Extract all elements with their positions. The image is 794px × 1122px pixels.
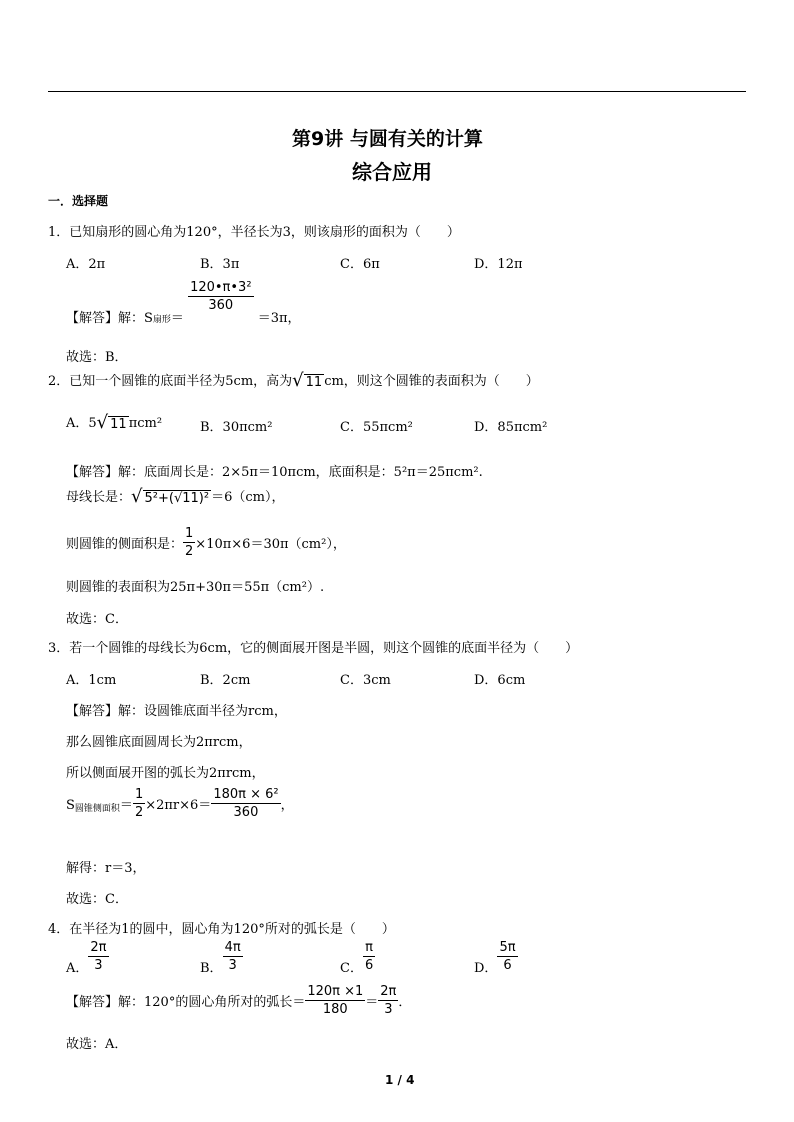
q4-stem: 4．在半径为1的圆中，圆心角为120°所对的弧长是（ ） <box>48 922 395 937</box>
q4-option-d-fraction <box>497 940 517 973</box>
q3-fraction1-denominator: 2 <box>134 805 144 820</box>
q3-option-d: D．6cm <box>474 673 526 688</box>
fraction-bar <box>305 1000 365 1001</box>
fraction-bar <box>88 956 108 957</box>
q1-stem: 1．已知扇形的圆心角为120°，半径长为3，则该扇形的面积为（ ） <box>48 225 460 240</box>
q2-solution-line3-result: ×10π×6＝30π（cm²）， <box>195 537 346 552</box>
fraction-bar <box>363 956 375 957</box>
q4-option-c-fraction <box>363 940 375 973</box>
q2-fraction <box>183 526 195 559</box>
q2-fraction-numerator: 1 <box>185 526 194 541</box>
q4-answer: 故选：A． <box>66 1037 128 1052</box>
q3-fraction-half <box>133 787 145 820</box>
q3-answer: 故选：C． <box>66 892 128 907</box>
q4-option-d-numerator: 5π <box>499 940 516 955</box>
q3-option-c: C．3cm <box>340 673 391 688</box>
q4-option-a-label: A． <box>66 961 89 976</box>
q2-stem-part2: cm，则这个圆锥的表面积为（ ） <box>324 374 539 389</box>
sqrt-symbol: √ 11 <box>96 412 127 433</box>
q2-option-d: D．85πcm² <box>474 420 548 435</box>
q4-solution-fraction1-numerator: 120π ×1 <box>307 984 364 999</box>
q2-option-b: B．30πcm² <box>200 420 273 435</box>
q4-option-b-denominator: 3 <box>228 958 237 973</box>
q1-solution-prefix: 【解答】解：S <box>66 311 153 326</box>
q4-option-c-denominator: 6 <box>364 958 374 973</box>
q2-solution-line2-result: ＝6（cm）， <box>211 490 285 505</box>
q2-option-a-radicand: 11 <box>110 417 127 432</box>
q2-fraction-denominator: 2 <box>185 544 194 559</box>
q3-solution-line2: 那么圆锥底面圆周长为2πrcm， <box>66 735 252 750</box>
q2-solution-radicand: 5²+(√11)² <box>144 491 210 506</box>
q1-fraction <box>188 280 253 313</box>
header-rule <box>48 91 746 92</box>
lesson-subtitle: 综合应用 <box>352 160 432 184</box>
q4-solution-fraction1-denominator: 180 <box>322 1002 348 1017</box>
q1-answer: 故选：B． <box>66 350 128 365</box>
q3-solution-equals: ＝ <box>119 798 133 813</box>
q4-solution-fraction1 <box>305 984 365 1017</box>
q3-solution-suffix: ， <box>280 798 294 813</box>
q4-option-d <box>474 940 518 976</box>
fraction-bar <box>497 956 517 957</box>
q3-solution-subscript: 圆锥侧面积 <box>74 804 120 814</box>
fraction-bar <box>211 803 280 804</box>
q4-option-b-numerator: 4π <box>224 940 241 955</box>
q2-solution-line2-label: 母线长是： <box>66 490 132 505</box>
fraction-bar <box>378 1000 398 1001</box>
q4-solution-fraction2-denominator: 3 <box>384 1002 393 1017</box>
fraction-bar <box>183 542 195 543</box>
q2-solution-line2 <box>66 486 284 507</box>
q4-option-a-fraction <box>88 940 108 973</box>
q3-solution-symbol: S <box>66 798 75 813</box>
q4-solution-prefix: 【解答】解：120°的圆心角所对的弧长＝ <box>66 995 306 1010</box>
q2-answer: 故选：C． <box>66 612 128 627</box>
q2-option-a-coef: A．5 <box>66 416 97 431</box>
q2-option-c: C．55πcm² <box>340 420 413 435</box>
q4-option-d-label: D． <box>474 961 498 976</box>
q1-solution <box>66 280 301 326</box>
q2-stem-part1: 2．已知一个圆锥的底面半径为5cm，高为 <box>48 374 293 389</box>
fraction-bar <box>133 803 145 804</box>
q1-fraction-denominator: 360 <box>208 298 234 313</box>
q3-solution-line4 <box>66 787 294 820</box>
q4-option-c-numerator: π <box>365 940 373 955</box>
q3-solution-line5: 解得：r＝3， <box>66 861 146 876</box>
q3-solution-middle: ×2πr×6＝ <box>145 798 212 813</box>
q2-solution-line3-label: 则圆锥的侧面积是： <box>66 537 184 552</box>
sqrt-symbol: √ 11 <box>292 370 323 391</box>
q3-stem: 3．若一个圆锥的母线长为6cm，它的侧面展开图是半圆，则这个圆锥的底面半径为（ ） <box>48 641 579 656</box>
q4-option-b <box>200 940 243 976</box>
q2-solution-line4: 则圆锥的表面积为25π+30π＝55π（cm²）. <box>66 580 325 595</box>
q3-fraction-arc <box>211 787 280 820</box>
q4-option-b-fraction <box>223 940 243 973</box>
q1-option-a: A．2π <box>66 257 106 272</box>
q4-option-c <box>340 940 375 976</box>
fraction-bar <box>223 956 243 957</box>
fraction-bar <box>188 296 253 297</box>
q1-solution-suffix: ＝3π， <box>257 311 301 326</box>
q3-fraction2-numerator: 180π × 6² <box>213 787 279 802</box>
q1-fraction-numerator: 120•π•3² <box>190 280 252 295</box>
q1-solution-equals: ＝ <box>170 311 184 326</box>
q1-option-d: D．12π <box>474 257 523 272</box>
sqrt-symbol: √ 5²+(√11)² <box>131 486 210 507</box>
lesson-title: 第9讲 与圆有关的计算 <box>292 128 483 150</box>
q4-solution-fraction2 <box>378 984 398 1017</box>
q3-solution-line3: 所以侧面展开图的弧长为2πrcm， <box>66 766 265 781</box>
q2-option-a-unit: πcm² <box>128 416 163 431</box>
q4-option-a-numerator: 2π <box>90 940 107 955</box>
q3-solution-line1: 【解答】解：设圆锥底面半径为rcm， <box>66 704 287 719</box>
q1-option-c: C．6π <box>340 257 380 272</box>
q4-solution-fraction2-numerator: 2π <box>380 984 397 999</box>
q3-fraction1-numerator: 1 <box>134 787 144 802</box>
q2-solution-line3 <box>66 526 346 559</box>
q3-option-b: B．2cm <box>200 673 251 688</box>
q4-option-b-label: B． <box>200 961 223 976</box>
q3-option-a: A．1cm <box>66 673 117 688</box>
q4-solution-suffix: ． <box>398 995 412 1010</box>
q4-solution <box>66 984 411 1017</box>
page-number: 1 / 4 <box>385 1073 415 1087</box>
q2-solution-line1: 【解答】解：底面周长是：2×5π＝10πcm，底面积是：5²π＝25πcm². <box>66 465 483 480</box>
section-heading: 一．选择题 <box>48 194 109 208</box>
q4-option-c-label: C． <box>340 961 363 976</box>
q4-option-d-denominator: 6 <box>503 958 512 973</box>
q1-option-b: B．3π <box>200 257 240 272</box>
q4-option-a <box>66 940 109 976</box>
q3-fraction2-denominator: 360 <box>233 805 259 820</box>
q4-option-a-denominator: 3 <box>94 958 103 973</box>
q2-option-a <box>66 412 162 433</box>
q4-solution-equals: ＝ <box>365 995 379 1010</box>
q1-solution-subscript: 扇形 <box>152 315 171 325</box>
q2-stem-radicand: 11 <box>305 375 323 390</box>
q2-stem <box>48 370 539 391</box>
